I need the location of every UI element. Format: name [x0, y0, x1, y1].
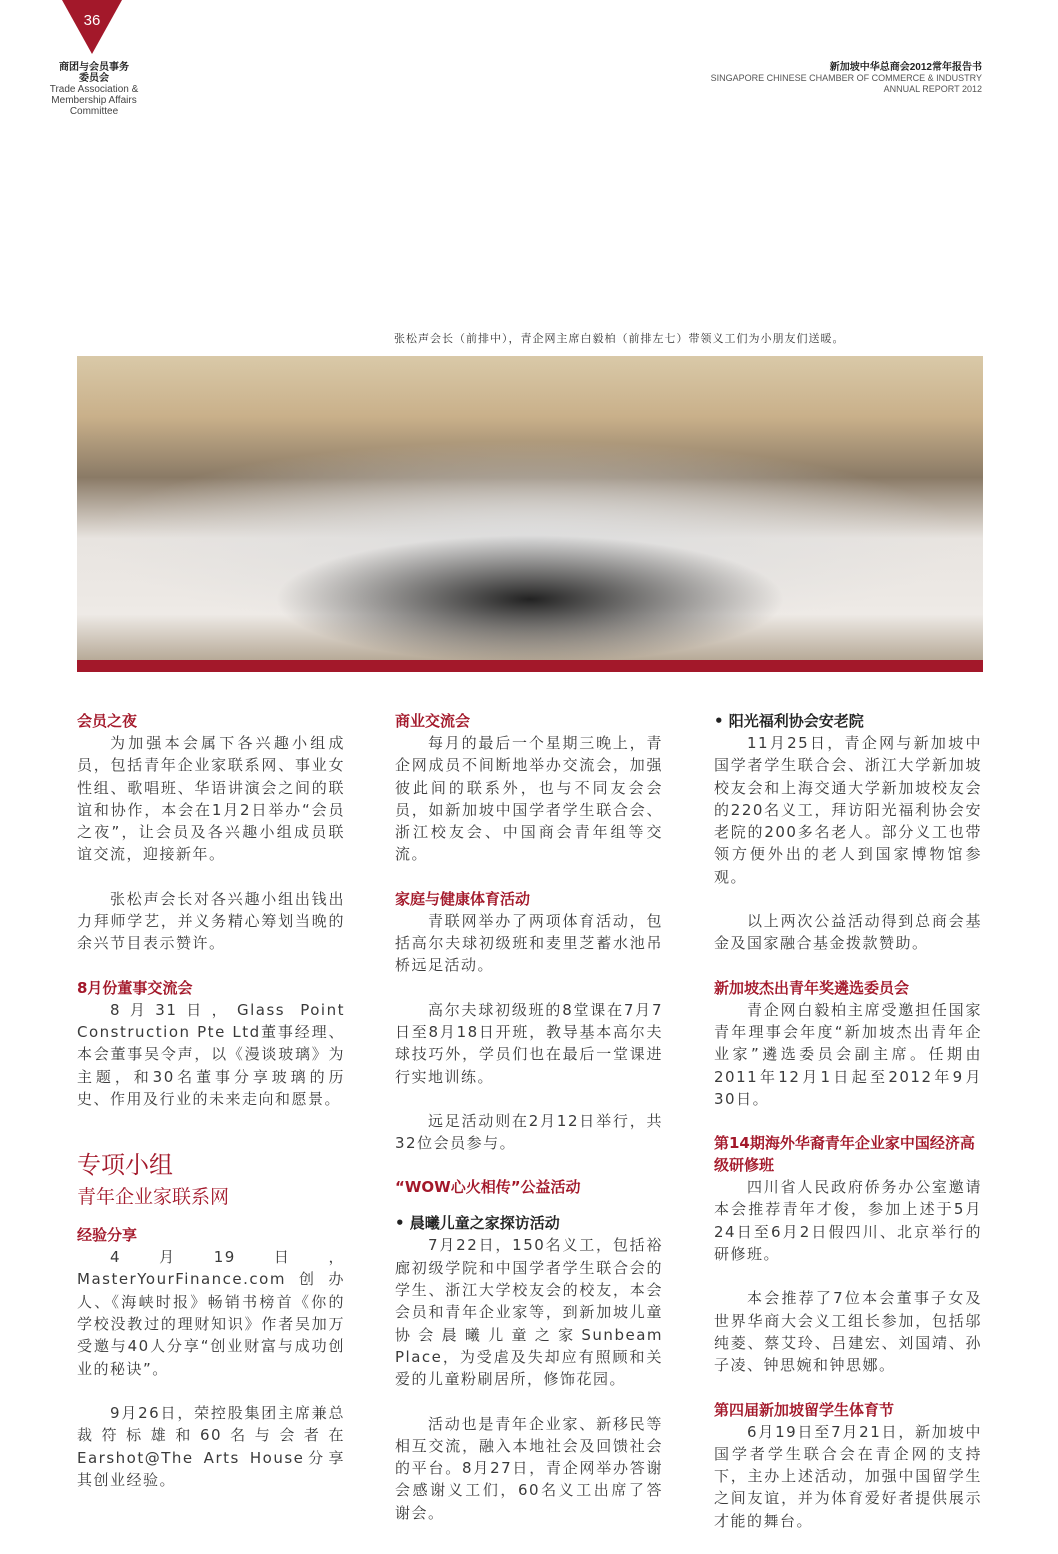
running-header — [711, 62, 982, 95]
column-1 — [77, 710, 345, 1513]
page-number: 36 — [83, 12, 101, 29]
heading-members-night: 会员之夜 — [77, 712, 138, 730]
group-photo — [77, 356, 983, 660]
heading-youth-award: 新加坡杰出青年奖遴选委员会 — [714, 978, 910, 997]
heading-family-sports: 家庭与健康体育活动 — [395, 889, 531, 908]
column-2 — [395, 710, 663, 1546]
heading-sports-festival: 第四届新加坡留学生体育节 — [714, 1400, 895, 1419]
paragraph: 6月19日至7月21日，新加坡中国学者学生联合会在青企网的支持下，主办上述活动，加强中国留学生之间友谊，并为体育爱好者提供展示才能的舞台。 — [714, 1422, 982, 1530]
paragraph: 8月31日，Glass Point Construction Pte Ltd董事经理、本会董事吴令声，以《漫谈玻璃》为主题，和30名董事分享玻璃的历史、作用及行业的未来走向和愿景。 — [77, 1000, 345, 1108]
header-en-1: SINGAPORE CHINESE CHAMBER OF COMMERCE & INDUSTRY — [710, 73, 982, 83]
paragraph: 4月19日，MasterYourFinance.com创办人、《海峡时报》畅销书榜首《你的学校没教过的理财知识》作者吴加万受邀与40人分享“创业财富与成功创业的秘诀”。 — [77, 1248, 345, 1378]
paragraph: 远足活动则在2月12日举行，共32位会员参与。 — [395, 1111, 663, 1153]
section-en-2: Membership Affairs — [51, 95, 137, 106]
heading-special-groups: 专项小组 — [77, 1151, 173, 1180]
paragraph: 活动也是青年企业家、新移民等相互交流，融入本地社会及回馈社会的平台。8月27日，青企网举办答谢会感谢义工们，60名义工出席了答谢会。 — [395, 1414, 663, 1522]
photo-red-bar — [77, 660, 983, 672]
heading-sunbeam-visit: • 晨曦儿童之家探访活动 — [395, 1214, 560, 1233]
section-cn-2: 委员会 — [79, 73, 109, 84]
header-cn: 新加坡中华总商会2012常年报告书 — [829, 62, 982, 73]
heading-experience-sharing: 经验分享 — [77, 1226, 138, 1245]
paragraph: 9月26日，荣控股集团主席兼总裁符标雄和60名与会者在Earshot@The Arts House分享其创业经验。 — [77, 1403, 345, 1489]
paragraph: 为加强本会属下各兴趣小组成员，包括青年企业家联系网、事业女性组、歌唱班、华语讲演会之间的联谊和协作，本会在1月2日举办“会员之夜”，让会员及各兴趣小组成员联谊交流，迎接新年。 — [77, 734, 345, 864]
paragraph: 每月的最后一个星期三晚上，青企网成员不间断地举办交流会，加强彼此间的联系外，也与不同友会会员，如新加坡中国学者学生联合会、浙江校友会、中国商会青年组等交流。 — [395, 734, 663, 864]
paragraph: 四川省人民政府侨务办公室邀请本会推荐青年才俊，参加上述于5月24日至6月2日假四川、北京举行的研修班。 — [714, 1178, 982, 1264]
section-cn: 商团与会员事务 — [59, 62, 129, 73]
heading-sunshine-home: • 阳光福利协会安老院 — [714, 712, 864, 730]
heading-wow-charity: “WOW心火相传”公益活动 — [395, 1178, 581, 1197]
header-en-2: ANNUAL REPORT 2012 — [883, 84, 982, 94]
paragraph: 高尔夫球初级班的8堂课在7月7日至8月18日开班，教导基本高尔夫球技巧外，学员们也在最后一堂课进行实地训练。 — [395, 1000, 663, 1086]
column-3 — [714, 710, 982, 1554]
heading-august-board: 8月份董事交流会 — [77, 978, 193, 997]
paragraph: 青企网白毅柏主席受邀担任国家青年理事会年度“新加坡杰出青年企业家”遴选委员会副主席。任期由2011年12月1日起至2012年9月30日。 — [714, 1000, 982, 1108]
photo-caption: 张松声会长（前排中），青企网主席白毅柏（前排左七）带领义工们为小朋友们送暖。 — [394, 332, 845, 345]
heading-business-exchange: 商业交流会 — [395, 712, 471, 730]
paragraph: 张松声会长对各兴趣小组出钱出力拜师学艺，并义务精心筹划当晚的余兴节目表示赞许。 — [77, 889, 345, 953]
section-en-3: Committee — [69, 106, 119, 117]
section-en-1: Trade Association & — [49, 84, 139, 95]
heading-young-entrepreneurs: 青年企业家联系网 — [77, 1186, 230, 1209]
paragraph: 青联网举办了两项体育活动，包括高尔夫球初级班和麦里芝蓄水池吊桥远足活动。 — [395, 911, 663, 975]
paragraph: 7月22日，150名义工，包括裕廊初级学院和中国学者学生联合会的学生、浙江大学校友会的校友，本会会员和青年企业家等，到新加坡儿童协会晨曦儿童之家Sunbeam Place，为受虐及失却应有照顾和关爱的儿童粉刷居所，修饰花园。 — [395, 1236, 663, 1389]
heading-14th-seminar: 第14期海外华裔青年企业家中国经济高级研修班 — [714, 1134, 975, 1175]
paragraph: 本会推荐了7位本会董事子女及世界华商大会义工组长参加，包括邬纯菱、蔡艾玲、吕建宏、刘国靖、孙子凌、钟思婉和钟思娜。 — [714, 1289, 982, 1375]
paragraph: 以上两次公益活动得到总商会基金及国家融合基金拨款赞助。 — [714, 912, 982, 953]
section-label — [40, 62, 148, 117]
paragraph: 11月25日，青企网与新加坡中国学者学生联合会、浙江大学新加坡校友会和上海交通大学新加坡校友会的220名义工，拜访阳光福利协会安老院的200多名老人。部分义工也带领方便外出的老人到国家博物馆参观。 — [714, 734, 982, 886]
